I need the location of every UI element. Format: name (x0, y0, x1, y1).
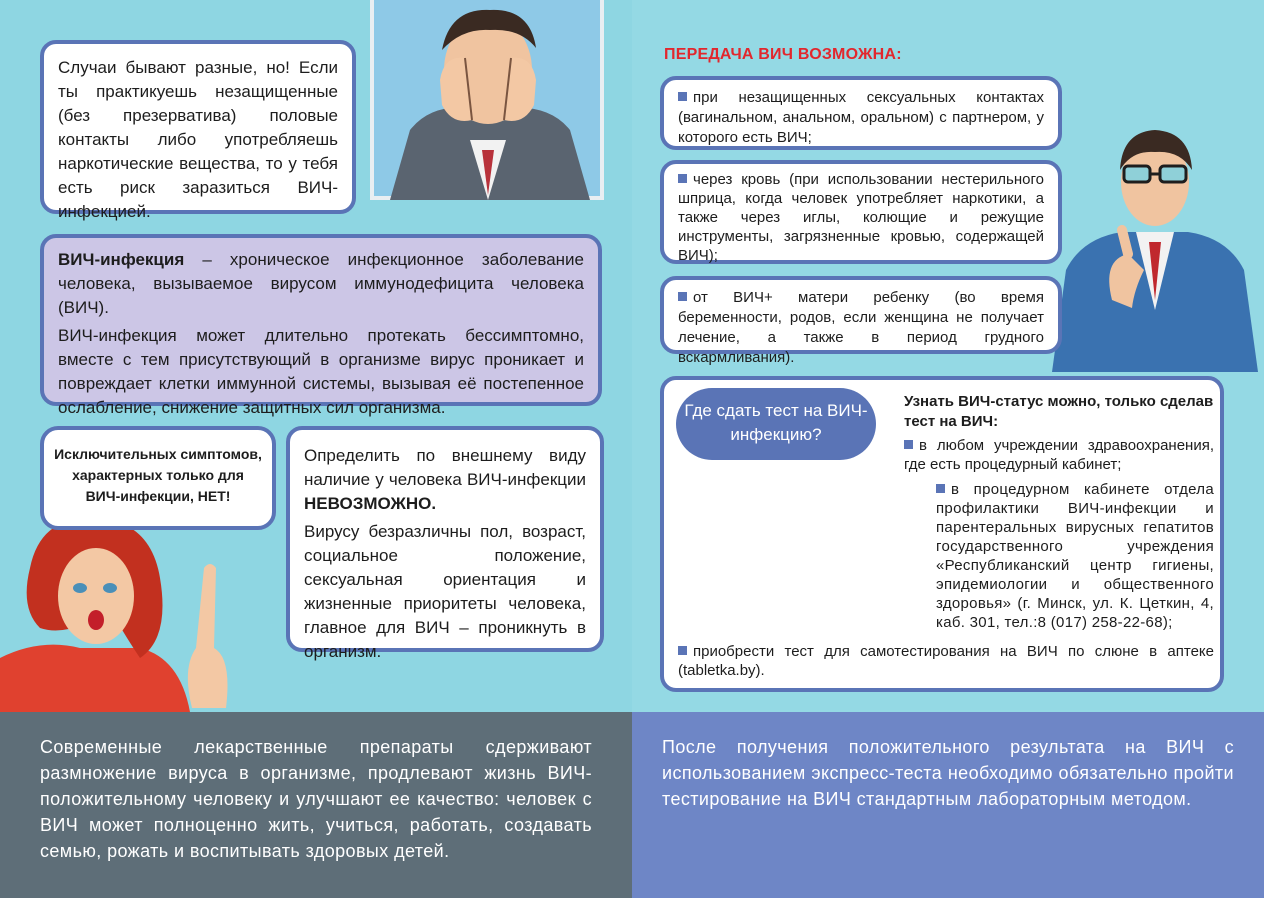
bullet-square-icon (678, 92, 687, 101)
transmission-item-mother-text: от ВИЧ+ матери ребенку (во время беременности, родов, если женщина не получает лечение, а также в период грудного вскармливания). (678, 289, 1044, 366)
where-to-test-question: Где сдать тест на ВИЧ-инфекцию? (684, 401, 868, 444)
footer-confirmation-panel (632, 712, 1264, 898)
bullet-square-icon (936, 484, 945, 493)
footer-confirmation-text: После получения положительного результата на ВИЧ с использованием экспресс-теста необходимо обязательно пройти тестирование на ВИЧ стандартным лабораторным методом. (662, 737, 1234, 809)
transmission-item-sexual-text: при незащищенных сексуальных контактах (вагинальном, анальном, оральном) с партнером, у которого есть ВИЧ; (678, 89, 1044, 146)
appearance-text-2: Вирусу безразличны пол, возраст, социальное положение, сексуальная ориентация и жизненные приоритеты человека, главное для ВИЧ – проникнуть в организм. (304, 522, 586, 661)
testing-item-center (936, 480, 1214, 632)
testing-item-healthcare-text: в любом учреждении здравоохранения, где есть процедурный кабинет; (904, 437, 1214, 473)
transmission-item-mother-paragraph (678, 288, 1044, 368)
footer-treatment-text: Современные лекарственные препараты сдерживают размножение вируса в организме, продлевают жизнь ВИЧ-положительному человеку и улучшают ее качество: человек с ВИЧ может полноценно жить, учиться, работать, создавать семью, рожать и воспитывать здоровых детей. (40, 737, 592, 861)
definition-term: ВИЧ-инфекция (58, 250, 185, 269)
bullet-square-icon (904, 440, 913, 449)
appearance-box (286, 426, 604, 661)
intro-risk-text: Случаи бывают разные, но! Если ты практикуешь незащищенные (без презерватива) половые контакты либо употребляешь наркотические вещества, то у тебя есть риск заразиться ВИЧ-инфекцией. (58, 58, 338, 221)
definition-box (40, 234, 602, 417)
testing-item-selftest-text: приобрести тест для самотестирования на ВИЧ по слюне в аптеке (tabletka.by). (678, 643, 1214, 679)
appearance-impossible-label: НЕВОЗМОЖНО. (304, 494, 437, 513)
transmission-item-blood-paragraph (678, 170, 1044, 265)
bullet-square-icon (678, 174, 687, 183)
distressed-man-illustration (370, 0, 604, 200)
definition-text-1: – хроническое инфекционное заболевание человека, вызываемое вирусом иммунодефицита человека (ВИЧ). (58, 250, 584, 317)
footer-treatment-panel (0, 712, 632, 898)
appearance-paragraph-1 (304, 444, 586, 516)
intro-risk-box (40, 40, 356, 221)
symptoms-text: Исключительных симптомов, характерных только для ВИЧ-инфекции, НЕТ! (54, 446, 262, 504)
definition-text-2: ВИЧ-инфекция может длительно протекать бессимптомно, вместе с тем присутствующий в организме вирус проникает и повреждает клетки иммунной системы, вызывая её постепенное ослабление, снижение защитных сил организма. (58, 326, 584, 417)
transmission-item-blood-text: через кровь (при использовании нестерильного шприца, когда человек употребляет наркотики, а также через иглы, колющие и режущие инструменты, загрязненные кровью, содержащей ВИЧ); (678, 171, 1044, 264)
raised-hand-shape (188, 564, 228, 708)
testing-title: Узнать ВИЧ-статус можно, только сделав тест на ВИЧ: (904, 393, 1214, 430)
pointing-man-illustration (1052, 120, 1258, 372)
testing-item-healthcare (904, 436, 1214, 474)
appearance-text-1: Определить по внешнему виду наличие у человека ВИЧ-инфекции (304, 446, 586, 489)
dress-shape (0, 645, 190, 712)
testing-item-selftest (678, 642, 1214, 680)
transmission-item-sexual (660, 76, 1062, 150)
bullet-square-icon (678, 292, 687, 301)
woman-raising-finger-illustration (0, 508, 240, 712)
transmission-item-mother (660, 276, 1062, 366)
definition-paragraph-1 (58, 248, 584, 320)
symptoms-speech-bubble (40, 426, 276, 530)
transmission-item-sexual-paragraph (678, 88, 1044, 148)
bullet-square-icon (678, 646, 687, 655)
transmission-item-blood (660, 160, 1062, 264)
where-to-test-speech-bubble (676, 388, 876, 460)
transmission-heading: ПЕРЕДАЧА ВИЧ ВОЗМОЖНА: (664, 46, 902, 63)
testing-item-center-text: в процедурном кабинете отдела профилактики ВИЧ-инфекции и парентеральных вирусных гепатитов государственного учреждения «Республиканский центр гигиены, эпидемиологии и общественного здоровья» (г. Минск, ул. К. Цеткин, 4, каб. 301, тел.:8 (017) 258-22-68); (936, 481, 1214, 631)
